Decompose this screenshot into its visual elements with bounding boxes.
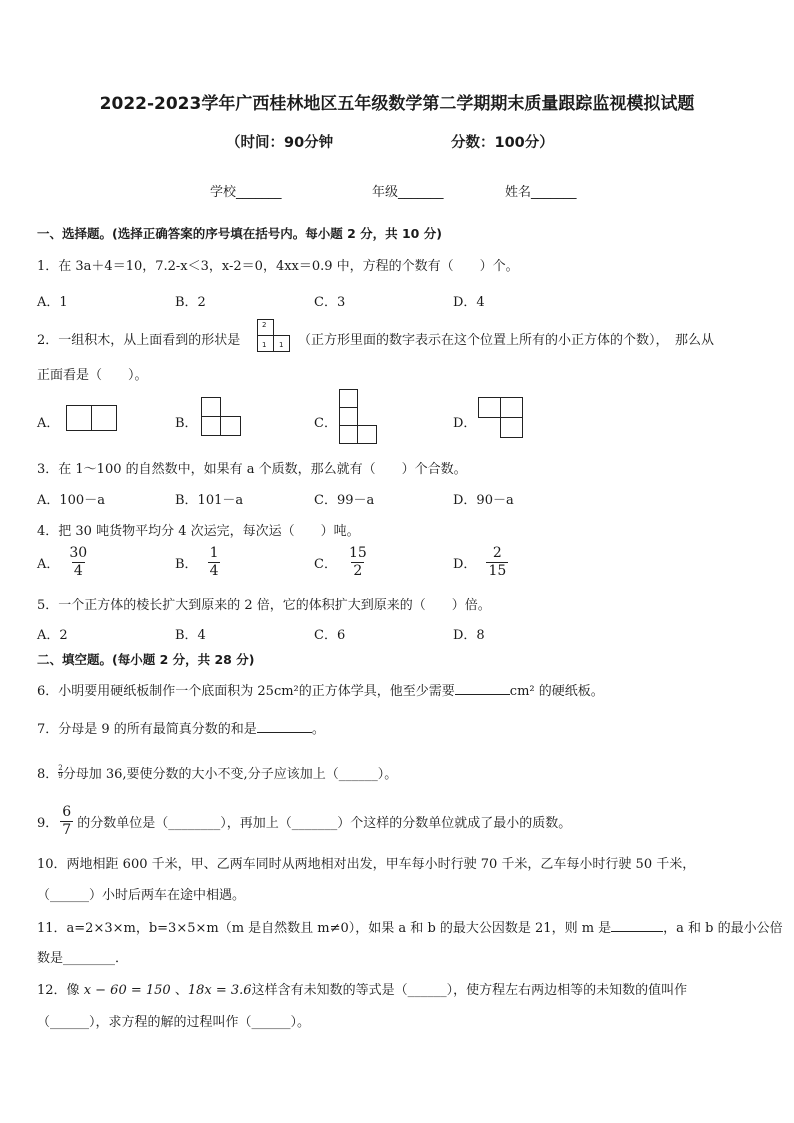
- exam-time: （时间：90分钟: [226, 135, 334, 151]
- question-11-line1: 11．a=2×3×m，b=3×5×m（m 是自然数且 m≠0），如果 a 和 b 的最大公因数是 21，则 m 是 ，a 和 b 的最小公倍: [37, 921, 783, 936]
- question-9: 9． $\frac{6}{7}$ 的分数单位是（________），再加上（_______）个这样的分数单位就成了最小的质数。: [37, 804, 572, 838]
- section1-heading: 一、选择题。(选择正确答案的序号填在括号内。每小题 2 分，共 10 分): [37, 226, 442, 241]
- q2-figure-c: [339, 389, 379, 446]
- q2-option-d[interactable]: D．: [453, 416, 477, 431]
- name-field[interactable]: 姓名_______: [505, 185, 577, 200]
- question-10-line1: 10．两地相距 600 千米，甲、乙两车同时从两地相对出发，甲车每小时行驶 70 千米，乙车每小时行驶 50 千米，: [37, 857, 696, 872]
- q4-fraction-d: $\frac{2}{15}$: [488, 545, 507, 579]
- exam-score: 分数：100分）: [451, 135, 554, 151]
- question-11-line2: 数是________．: [37, 951, 129, 966]
- q5-option-a[interactable]: A．2: [37, 628, 68, 643]
- question-2-part2: （正方形里面的数字表示在这个位置上所有的小正方体的个数）， 那么从: [298, 333, 715, 348]
- question-5: 5．一个正方体的棱长扩大到原来的 2 倍，它的体积扩大到原来的（ ）倍。: [37, 598, 491, 613]
- q9-fraction: $\frac{6}{7}$: [62, 804, 72, 838]
- q7-answer-blank[interactable]: [257, 720, 312, 733]
- q2-figure-d: [478, 397, 524, 439]
- q4-option-a-label: A．: [37, 556, 60, 572]
- q4-option-d-label: D．: [453, 556, 477, 572]
- q5-option-b[interactable]: B．4: [175, 628, 206, 643]
- question-4: 4．把 30 吨货物平均分 4 次运完，每次运（ ）吨。: [37, 524, 360, 539]
- q3-option-c[interactable]: C．99－a: [314, 493, 375, 508]
- q4-option-b-label: B．: [175, 556, 198, 572]
- q1-option-a[interactable]: A．1: [37, 295, 68, 310]
- q3-option-b[interactable]: B．101－a: [175, 493, 244, 508]
- question-1: 1．在 3a＋4＝10，7.2-x＜3，x-2＝0，4xx＝0.9 中，方程的个数有（ ）个。: [37, 259, 519, 274]
- q6-answer-blank[interactable]: [455, 682, 510, 695]
- q4-option-d[interactable]: [453, 546, 508, 578]
- q2-figure-a: [66, 405, 118, 431]
- q4-fraction-a: $\frac{30}{4}$: [69, 545, 88, 579]
- question-6: 6．小明要用硬纸板制作一个底面积为 25cm²的正方体学具，他至少需要 cm² 的硬纸板。: [37, 684, 604, 699]
- q4-fraction-b: $\frac{1}{4}$: [209, 545, 219, 579]
- top-view-grid-figure: [255, 318, 295, 354]
- q5-option-c[interactable]: C．6: [314, 628, 346, 643]
- q3-option-d[interactable]: D．90－a: [453, 493, 514, 508]
- q2-option-b[interactable]: B．: [175, 416, 198, 431]
- question-10-line2: （______）小时后两车在途中相遇。: [37, 888, 246, 903]
- q1-option-d[interactable]: D．4: [453, 295, 485, 310]
- question-12-line1: 12．像 x − 60 = 150 、18x = 3.6这样含有未知数的等式是（______），使方程左右两边相等的未知数的值叫作: [37, 983, 688, 998]
- grid-number: 1: [279, 341, 284, 349]
- q3-option-a[interactable]: A．100－a: [37, 493, 105, 508]
- equation-2: 18x = 3.6: [187, 983, 252, 998]
- question-7: 7．分母是 9 的所有最简真分数的和是 。: [37, 722, 325, 737]
- q1-option-b[interactable]: B．2: [175, 295, 206, 310]
- q2-option-a[interactable]: A．: [37, 416, 60, 431]
- q2-figure-b: [201, 397, 243, 437]
- school-field[interactable]: 学校_______: [210, 185, 282, 200]
- q8-fraction: 2 9: [58, 764, 63, 780]
- q2-option-c[interactable]: C．: [314, 416, 337, 431]
- question-2-part3: 正面看是（ ）。: [37, 368, 148, 383]
- q4-option-c-label: C．: [314, 556, 337, 572]
- q1-option-c[interactable]: C．3: [314, 295, 346, 310]
- section2-heading: 二、填空题。(每小题 2 分，共 28 分): [37, 652, 255, 667]
- grid-number: 2: [262, 321, 267, 329]
- page-title: 2022-2023学年广西桂林地区五年级数学第二学期期末质量跟踪监视模拟试题: [99, 94, 695, 114]
- q4-option-b[interactable]: [175, 546, 220, 578]
- question-3: 3．在 1～100 的自然数中，如果有 a 个质数，那么就有（ ）个合数。: [37, 462, 467, 477]
- question-2-part1: 2．一组积木，从上面看到的形状是: [37, 333, 241, 348]
- question-8: 8． 2 9 分母加 36,要使分数的大小不变,分子应该加上（______）。: [37, 764, 398, 782]
- question-12-line2: （______），求方程的解的过程叫作（______）。: [37, 1015, 311, 1030]
- grid-number: 1: [262, 341, 267, 349]
- q4-option-a[interactable]: [37, 546, 89, 578]
- q11-m-blank[interactable]: [611, 919, 663, 932]
- equation-1: x − 60 = 150: [83, 983, 171, 998]
- q4-option-c[interactable]: [314, 546, 369, 578]
- grade-field[interactable]: 年级_______: [372, 185, 444, 200]
- q4-fraction-c: $\frac{15}{2}$: [348, 545, 367, 579]
- q5-option-d[interactable]: D．8: [453, 628, 485, 643]
